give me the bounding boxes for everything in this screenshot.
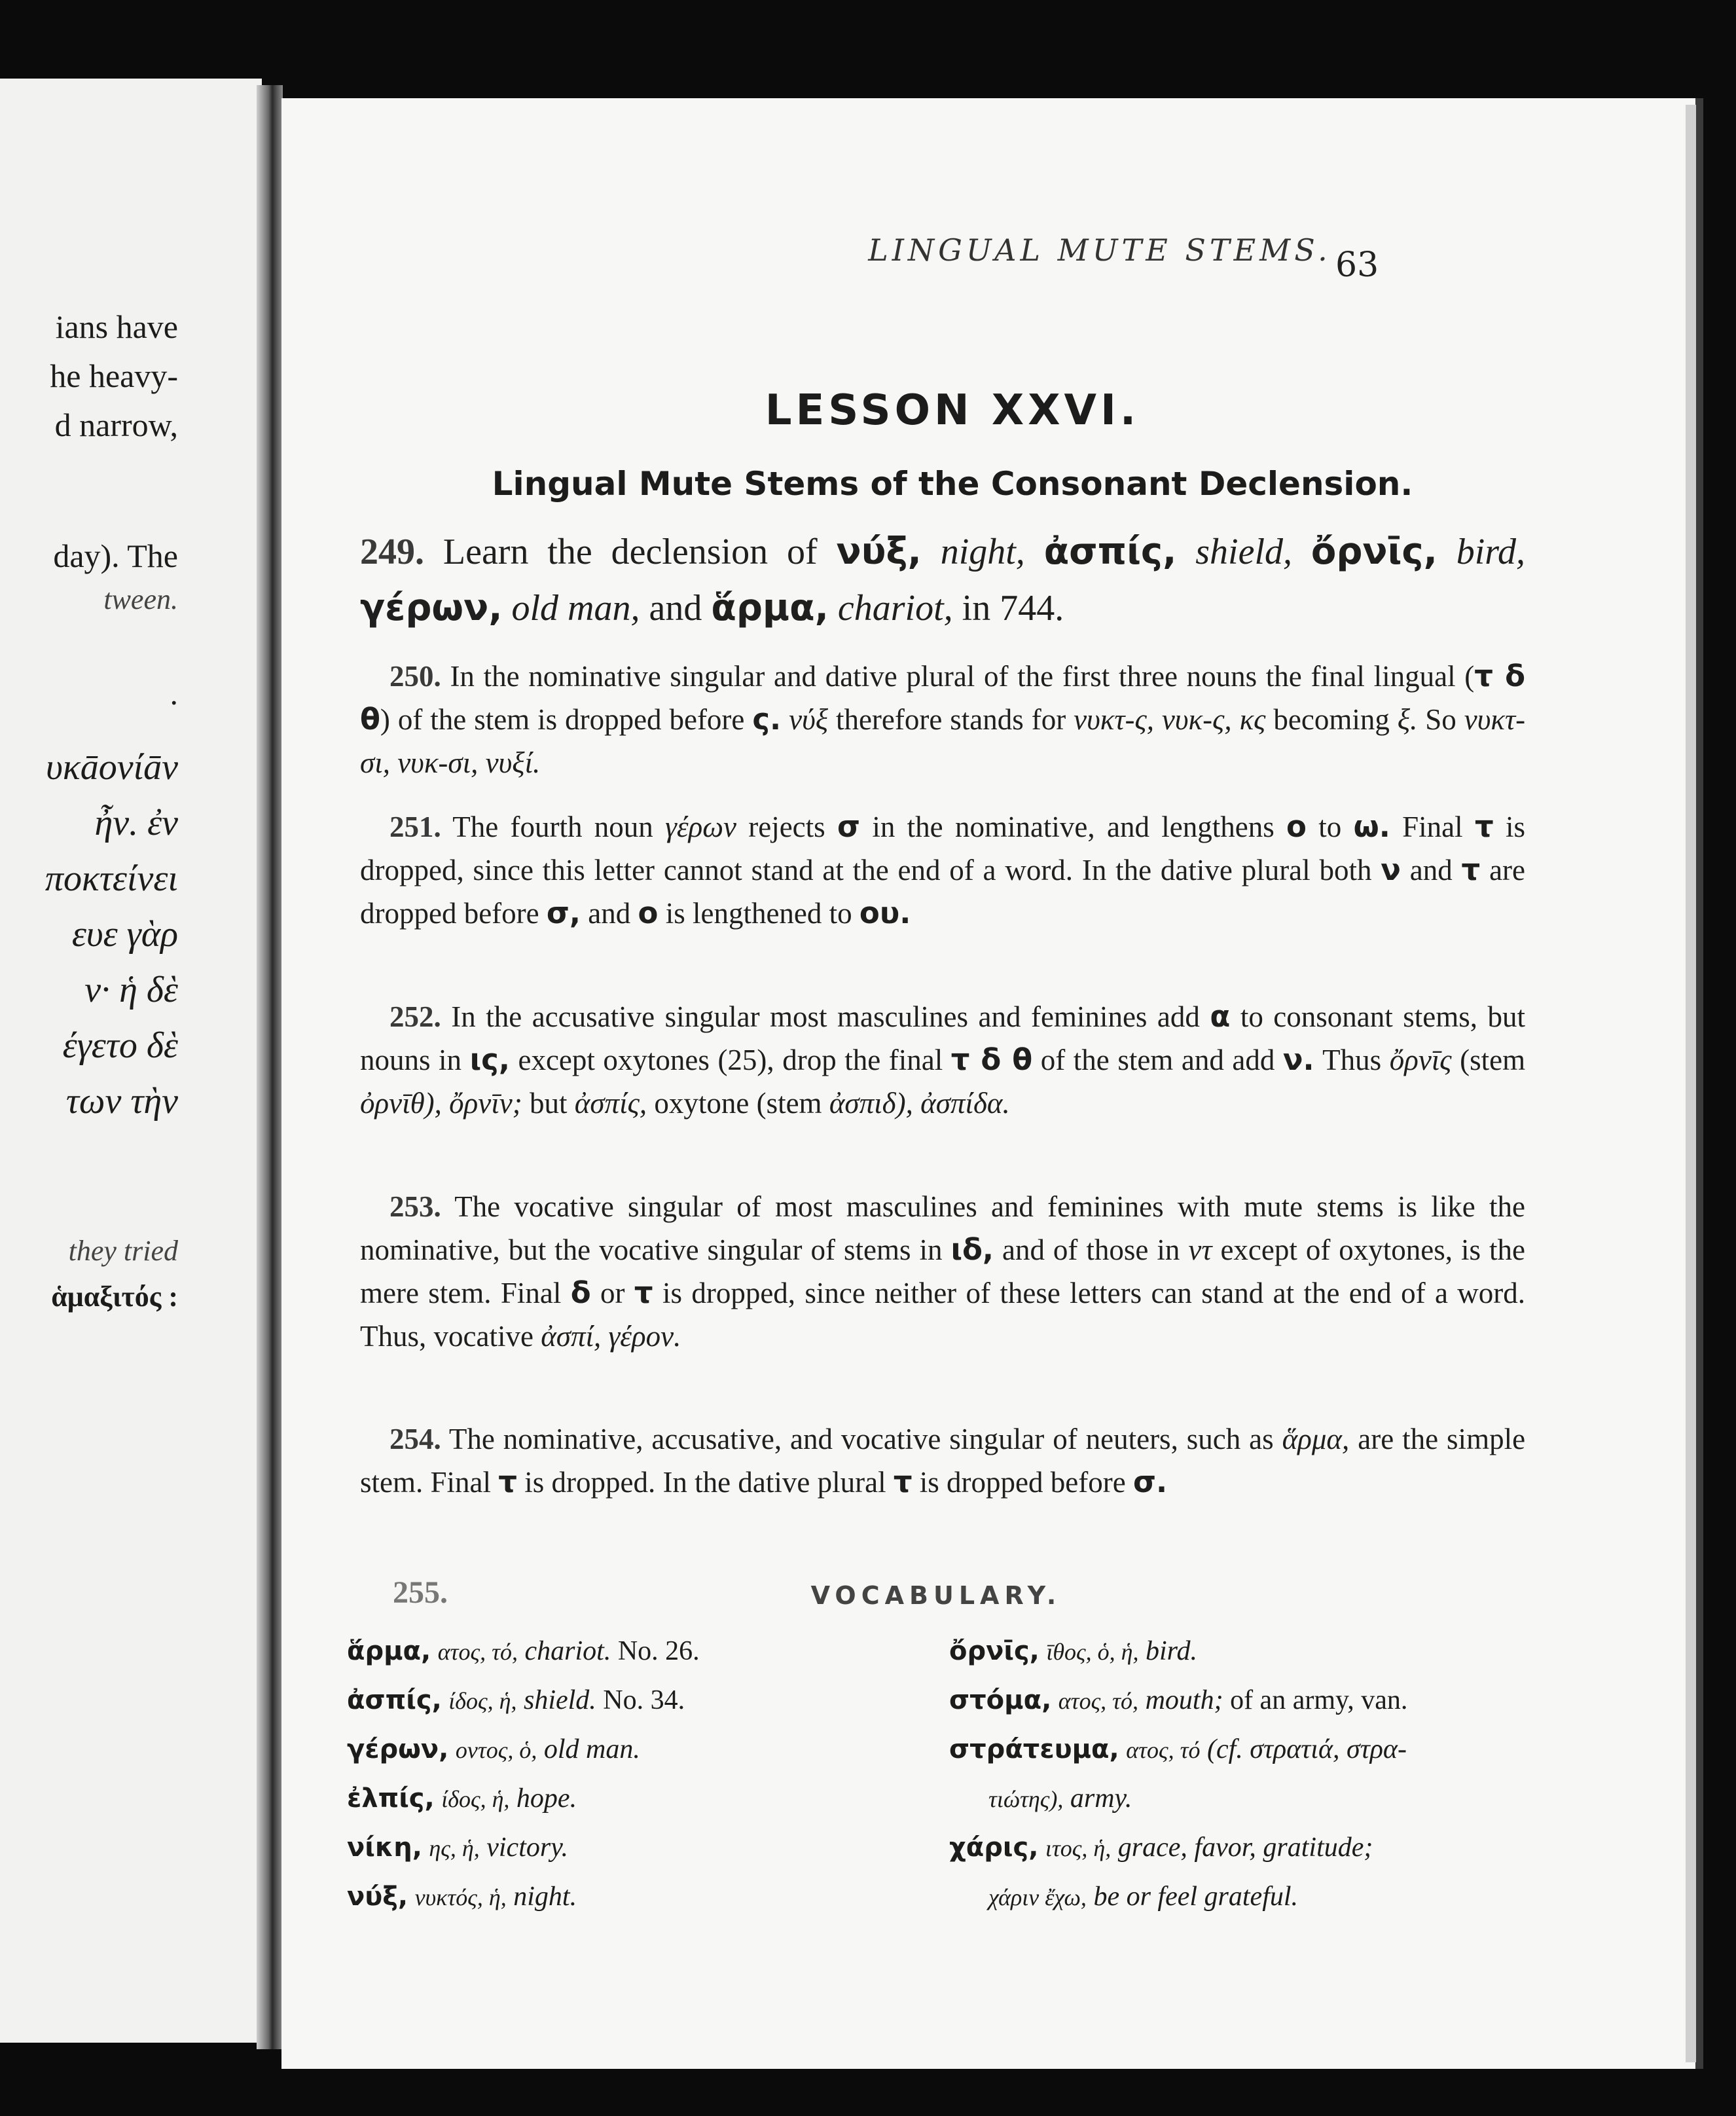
left-page-line: ἦν. ἐν [94,803,178,843]
greek-letters: ου. [859,896,911,930]
page-edge [1686,105,1696,2062]
text: except oxytones (25), drop the final [518,1044,943,1076]
greek-letters: τ [634,1275,653,1310]
vocabulary-entry [949,1725,1525,1774]
left-page-line: he heavy- [50,357,178,394]
greek-word: ἀσπίς, [1043,530,1177,573]
text: and [1409,854,1453,886]
greek-letters: ς. [752,702,782,737]
paragraph-250 [360,655,1525,784]
greek-word: ὄρνῑς [1389,1044,1452,1076]
vocabulary-right-column [949,1627,1525,1922]
greek-word: ντ [1188,1233,1212,1266]
text: but [529,1087,568,1120]
vocabulary-gloss: chariot. [524,1636,611,1666]
vocabulary-entry [347,1823,884,1872]
vocabulary-gloss: hope. [516,1783,577,1814]
greek-letters: σ, [546,896,581,930]
vocabulary-title: VOCABULARY. [810,1581,1062,1610]
greek-word: ξ. [1397,703,1418,736]
vocabulary-entry [347,1676,884,1725]
paragraph-number: 251. [389,811,441,843]
text: or [600,1277,625,1309]
greek-letters: σ [837,809,861,844]
vocabulary-gloss: grace, favor, gratitude; [1117,1833,1373,1863]
text: The nominative, accusative, and vocative singular of neuters, such as [448,1423,1274,1455]
page-number: 63 [1335,246,1379,285]
gloss: old man, [511,588,640,629]
vocabulary-headword: νύξ, [347,1882,408,1912]
main-page [281,98,1703,2069]
vocabulary-entry [949,1823,1525,1872]
vocabulary-genitive: ῑθος, ὁ, ἡ, [1046,1639,1139,1665]
greek-letters: ο [1286,809,1307,844]
vocabulary-genitive: ης, ἡ, [429,1835,480,1861]
vocabulary-entry [347,1774,884,1823]
text: to consonant stems, but nouns in [360,1000,1526,1076]
text: and [588,897,631,930]
text: are the simple stem. Final [360,1423,1526,1499]
greek-letters: τ [1461,852,1481,887]
paragraph-number: 250. [389,660,441,693]
left-facing-page [0,79,262,2043]
greek-letters: ις, [469,1042,510,1077]
left-page-line: they tried [68,1235,178,1267]
vocabulary-genitive: ίδος, ἡ, [441,1786,510,1812]
vocabulary-headword: στόμα, [949,1685,1052,1715]
text: and [649,588,702,629]
vocabulary-genitive: ιτος, ἡ, [1045,1835,1112,1861]
paragraph-249 [360,524,1525,636]
vocabulary-genitive: οντος, ὁ, [455,1737,537,1763]
vocabulary-gloss: (cf. στρατιά, στρα- [1207,1734,1407,1764]
text: in 744. [962,588,1064,629]
greek-letters: τ δ θ [360,659,1525,737]
left-page-line: . [170,675,178,712]
greek-letters: ν [1381,852,1401,887]
vocabulary-entry [347,1725,884,1774]
left-page-line: ἁμαξιτός : [51,1281,178,1313]
text: of the stem and add [1040,1044,1275,1076]
left-page-line: έγετο δὲ [62,1025,178,1066]
text: The vocative singular of most masculines and feminines with mute stems is like the nominative, but the vocative singular of stems in [360,1190,1525,1266]
text: is dropped before [919,1466,1126,1499]
left-page-line: των τὴν [65,1081,178,1122]
vocabulary-entry [949,1676,1525,1725]
vocabulary-note: No. 26. [617,1636,700,1666]
vocabulary-headword: γέρων, [347,1734,449,1764]
vocabulary-headword: νίκη, [347,1833,422,1863]
greek-letters: τ [893,1465,913,1499]
text: in the nominative, and lengthens [872,811,1275,843]
greek-letters: τ [1474,809,1494,844]
vocabulary-gloss: night. [513,1882,577,1912]
text: So [1425,703,1456,736]
text: is dropped, since this letter cannot stand at the end of a word. In the dative plural both [360,811,1525,886]
gloss: chariot, [837,588,953,629]
greek-word: ἀσπί, γέρον. [541,1320,681,1353]
text: is lengthened to [665,897,852,930]
text: The fourth noun [452,811,653,843]
vocabulary-left-column [347,1627,884,1922]
vocabulary-genitive: νυκτός, ἡ, [414,1884,507,1910]
greek-word: νύξ, [836,530,922,573]
text: are dropped before [360,854,1526,930]
paragraph-number: 252. [389,1000,441,1033]
vocabulary-gloss: shield. [523,1685,596,1715]
text: is dropped. In the dative plural [524,1466,886,1499]
greek-word: ἅρμα, [1282,1423,1350,1455]
paragraph-number: 249. [360,532,424,572]
left-page-line: υκāονίāν [46,747,178,788]
greek-word: ὀρνῑθ), [360,1087,442,1120]
vocabulary-note: of an army, van. [1230,1685,1408,1715]
vocabulary-note: No. 34. [603,1685,685,1715]
left-page-line: d narrow, [54,407,178,443]
text: rejects [748,811,825,843]
paragraph-254 [360,1417,1525,1504]
text: Final [1402,811,1463,843]
vocabulary-genitive: χάριν ἔχω, [988,1884,1087,1910]
greek-letters: δ [570,1275,591,1310]
vocabulary-headword: ὄρνῑς, [949,1636,1040,1666]
vocabulary-headword: χάρις, [949,1833,1039,1863]
greek-letters: ν. [1282,1042,1314,1077]
greek-letters: τ [498,1465,517,1499]
vocabulary-gloss: bird. [1146,1636,1197,1666]
text: In the nominative singular and dative plural of the first three nouns the final lingual ( [450,660,1475,693]
paragraph-number: 254. [389,1423,441,1455]
greek-word: γέρων, [360,587,503,629]
text: oxytone (stem [654,1087,822,1120]
vocabulary-entry [949,1872,1525,1922]
paragraph-253 [360,1185,1525,1358]
vocabulary-headword: ἅρμα, [347,1636,431,1666]
text: (stem [1460,1044,1526,1076]
left-page-line: ians have [55,308,178,345]
vocabulary-gloss: old man. [543,1734,640,1764]
vocabulary-gloss: be or feel grateful. [1093,1882,1299,1912]
greek-letters: ω. [1353,809,1390,844]
vocabulary-genitive: ίδος, ἡ, [448,1688,517,1714]
vocabulary-number: 255. [393,1575,448,1610]
text: to [1318,811,1342,843]
greek-letters: ο [638,896,659,930]
greek-word: ἅρμα, [711,587,829,629]
text: ) of the stem is dropped before [380,703,745,736]
greek-word: ἀσπίδα. [920,1087,1010,1120]
text: In the accusative singular most masculines and feminines add [451,1000,1200,1033]
vocabulary-genitive: ατος, τό, [437,1639,518,1665]
lesson-title: LESSON XXVI. [765,386,1140,435]
left-page-line: day). The [53,538,178,574]
greek-word: ὄρνῑς, [1311,530,1438,573]
vocabulary-entry [347,1627,884,1676]
vocabulary-genitive: ατος, τό, [1058,1688,1139,1714]
greek-letters: τ δ θ [950,1042,1033,1077]
book-gutter [257,85,283,2049]
paragraph-number: 253. [389,1190,441,1223]
running-head: LINGUAL MUTE STEMS. [868,232,1331,268]
greek-word: νύξ [789,703,828,736]
text: Thus [1322,1044,1382,1076]
left-page-line: ν· ἡ δὲ [84,970,178,1010]
greek-letters: ιδ, [950,1232,994,1267]
greek-word: ἀσπιδ), [829,1087,913,1120]
vocabulary-gloss: mouth; [1145,1685,1223,1715]
greek-letters: σ. [1132,1465,1168,1499]
gloss: shield, [1195,532,1292,572]
greek-letters: α [1210,999,1231,1034]
vocabulary-headword: στράτευμα, [949,1734,1119,1764]
vocabulary-entry [949,1627,1525,1676]
greek-word: νυκτ-ς, νυκ-ς, κς [1074,703,1266,736]
vocabulary-entry [347,1872,884,1922]
left-page-line: tween. [103,583,178,615]
vocabulary-genitive: ατος, τό [1126,1737,1201,1763]
left-page-line: ευε γὰρ [71,914,178,955]
greek-word: ἀσπίς, [574,1087,647,1120]
paragraph-251 [360,805,1525,935]
text: and of those in [1002,1233,1180,1266]
paragraph-252 [360,995,1525,1125]
lesson-subtitle: Lingual Mute Stems of the Consonant Declension. [492,465,1413,503]
left-page-line: ποκτείνει [45,858,178,899]
vocabulary-gloss: army. [1070,1783,1132,1814]
vocabulary-entry [949,1774,1525,1823]
text: therefore stands for [835,703,1066,736]
gloss: bird, [1456,532,1526,572]
text: is dropped, since neither of these letters can stand at the end of a word. Thus, vocative [360,1277,1526,1353]
greek-word: νυκτ-σι, νυκ-σι, νυξί. [360,703,1526,779]
vocabulary-headword: ἀσπίς, [347,1685,442,1715]
text: Learn the declension of [443,532,818,572]
vocabulary-headword: ἐλπίς, [347,1783,435,1814]
vocabulary-genitive: τιώτης), [988,1786,1064,1812]
greek-word: γέρων [665,811,736,843]
vocabulary-gloss: victory. [486,1833,569,1863]
gloss: night, [940,532,1025,572]
text: except of oxytones, is the mere stem. Final [360,1233,1526,1309]
greek-word: ὄρνῑν; [449,1087,522,1120]
text: becoming [1273,703,1390,736]
